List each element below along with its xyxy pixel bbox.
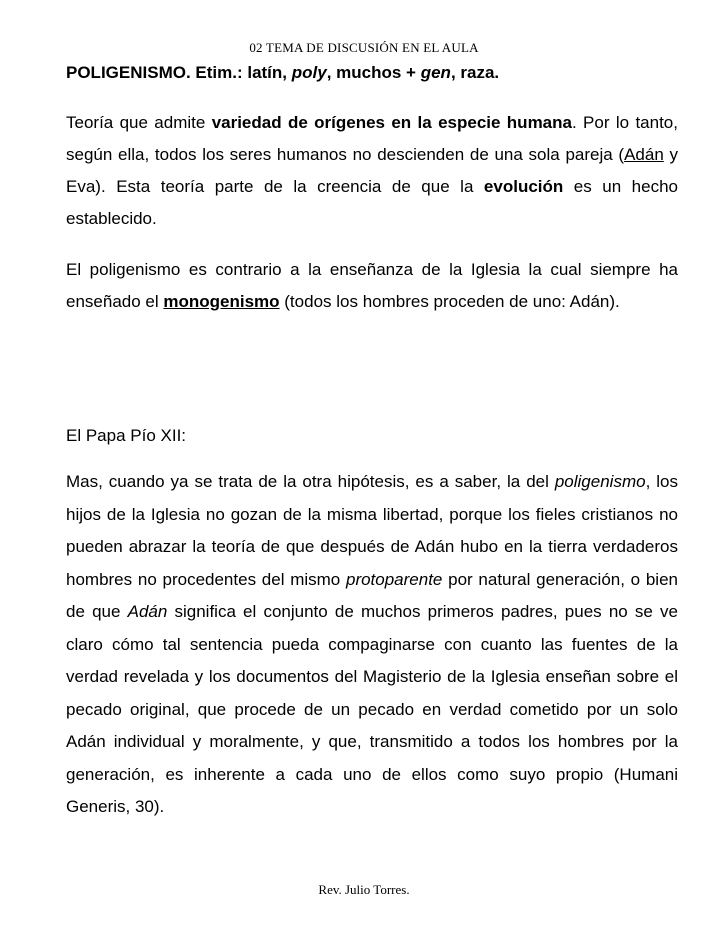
p4-italic-polygenism: poligenismo (554, 472, 646, 491)
title-text-gen: gen (420, 63, 451, 82)
p4-text-5: por natural generación, o bien de que (66, 569, 678, 621)
p4-italic-adan: Adán (127, 602, 168, 621)
p1-bold-evolution: evolución (483, 177, 564, 196)
paragraph-quote (66, 466, 678, 824)
page-footer: Rev. Julio Torres. (318, 882, 410, 897)
paragraph-definition (66, 107, 678, 235)
p1-text-7: es un hecho establecido. (66, 177, 678, 228)
p1-bold-variety: variedad de orígenes en la especie humana (211, 113, 572, 132)
p2-text-1: El poligenismo es contrario a la enseñanza de la Iglesia la cual siempre ha enseñado el (66, 260, 678, 311)
p1-text-3: . Por lo tanto, según ella, todos los seres humanos no descienden de una sola pareja ( (66, 113, 678, 164)
document-title (66, 58, 678, 88)
p2-bold-monogenism: monogenismo (163, 292, 280, 311)
p1-text-5: y Eva). Esta teoría parte de la creencia de que la (66, 145, 678, 196)
p4-text-1: Mas, cuando ya se trata de la otra hipótesis, es a saber, la del (66, 472, 555, 491)
title-text-1: POLIGENISMO. Etim.: latín, (66, 63, 292, 82)
paragraph-church-teaching (66, 254, 678, 318)
paragraph-pope-heading: El Papa Pío XII: (66, 426, 187, 445)
p1-text-1: Teoría que admite (66, 113, 212, 132)
p4-text-3: , los hijos de la Iglesia no gozan de la misma libertad, porque los fieles cristianos no pueden abrazar la teoría de que después de Adán hubo en la tierra verdaderos hombres no procedentes del mismo (66, 472, 678, 589)
title-text-3: , muchos + (326, 63, 421, 82)
p2-text-3: (todos los hombres proceden de uno: Adán). (279, 292, 620, 311)
title-text-poly: poly (291, 63, 327, 82)
p1-underlined-adan: Adán (624, 145, 664, 164)
title-text-5: , raza. (450, 63, 500, 82)
p4-text-7: significa el conjunto de muchos primeros padres, pues no se ve claro cómo tal sentencia pueda compaginarse con cuanto las fuentes de la verdad revelada y los documentos del Magisterio de la Iglesia enseñan sobre el pecado original, que procede de un pecado en verdad cometido por un solo Adán individual y moralmente, y que, transmitido a todos los hombres por la generación, es inherente a cada uno de ellos como suyo propio (Humani Generis, 30). (66, 602, 678, 816)
page-header: 02 TEMA DE DISCUSIÓN EN EL AULA (249, 40, 479, 55)
p4-italic-protoparent: protoparente (345, 569, 443, 589)
